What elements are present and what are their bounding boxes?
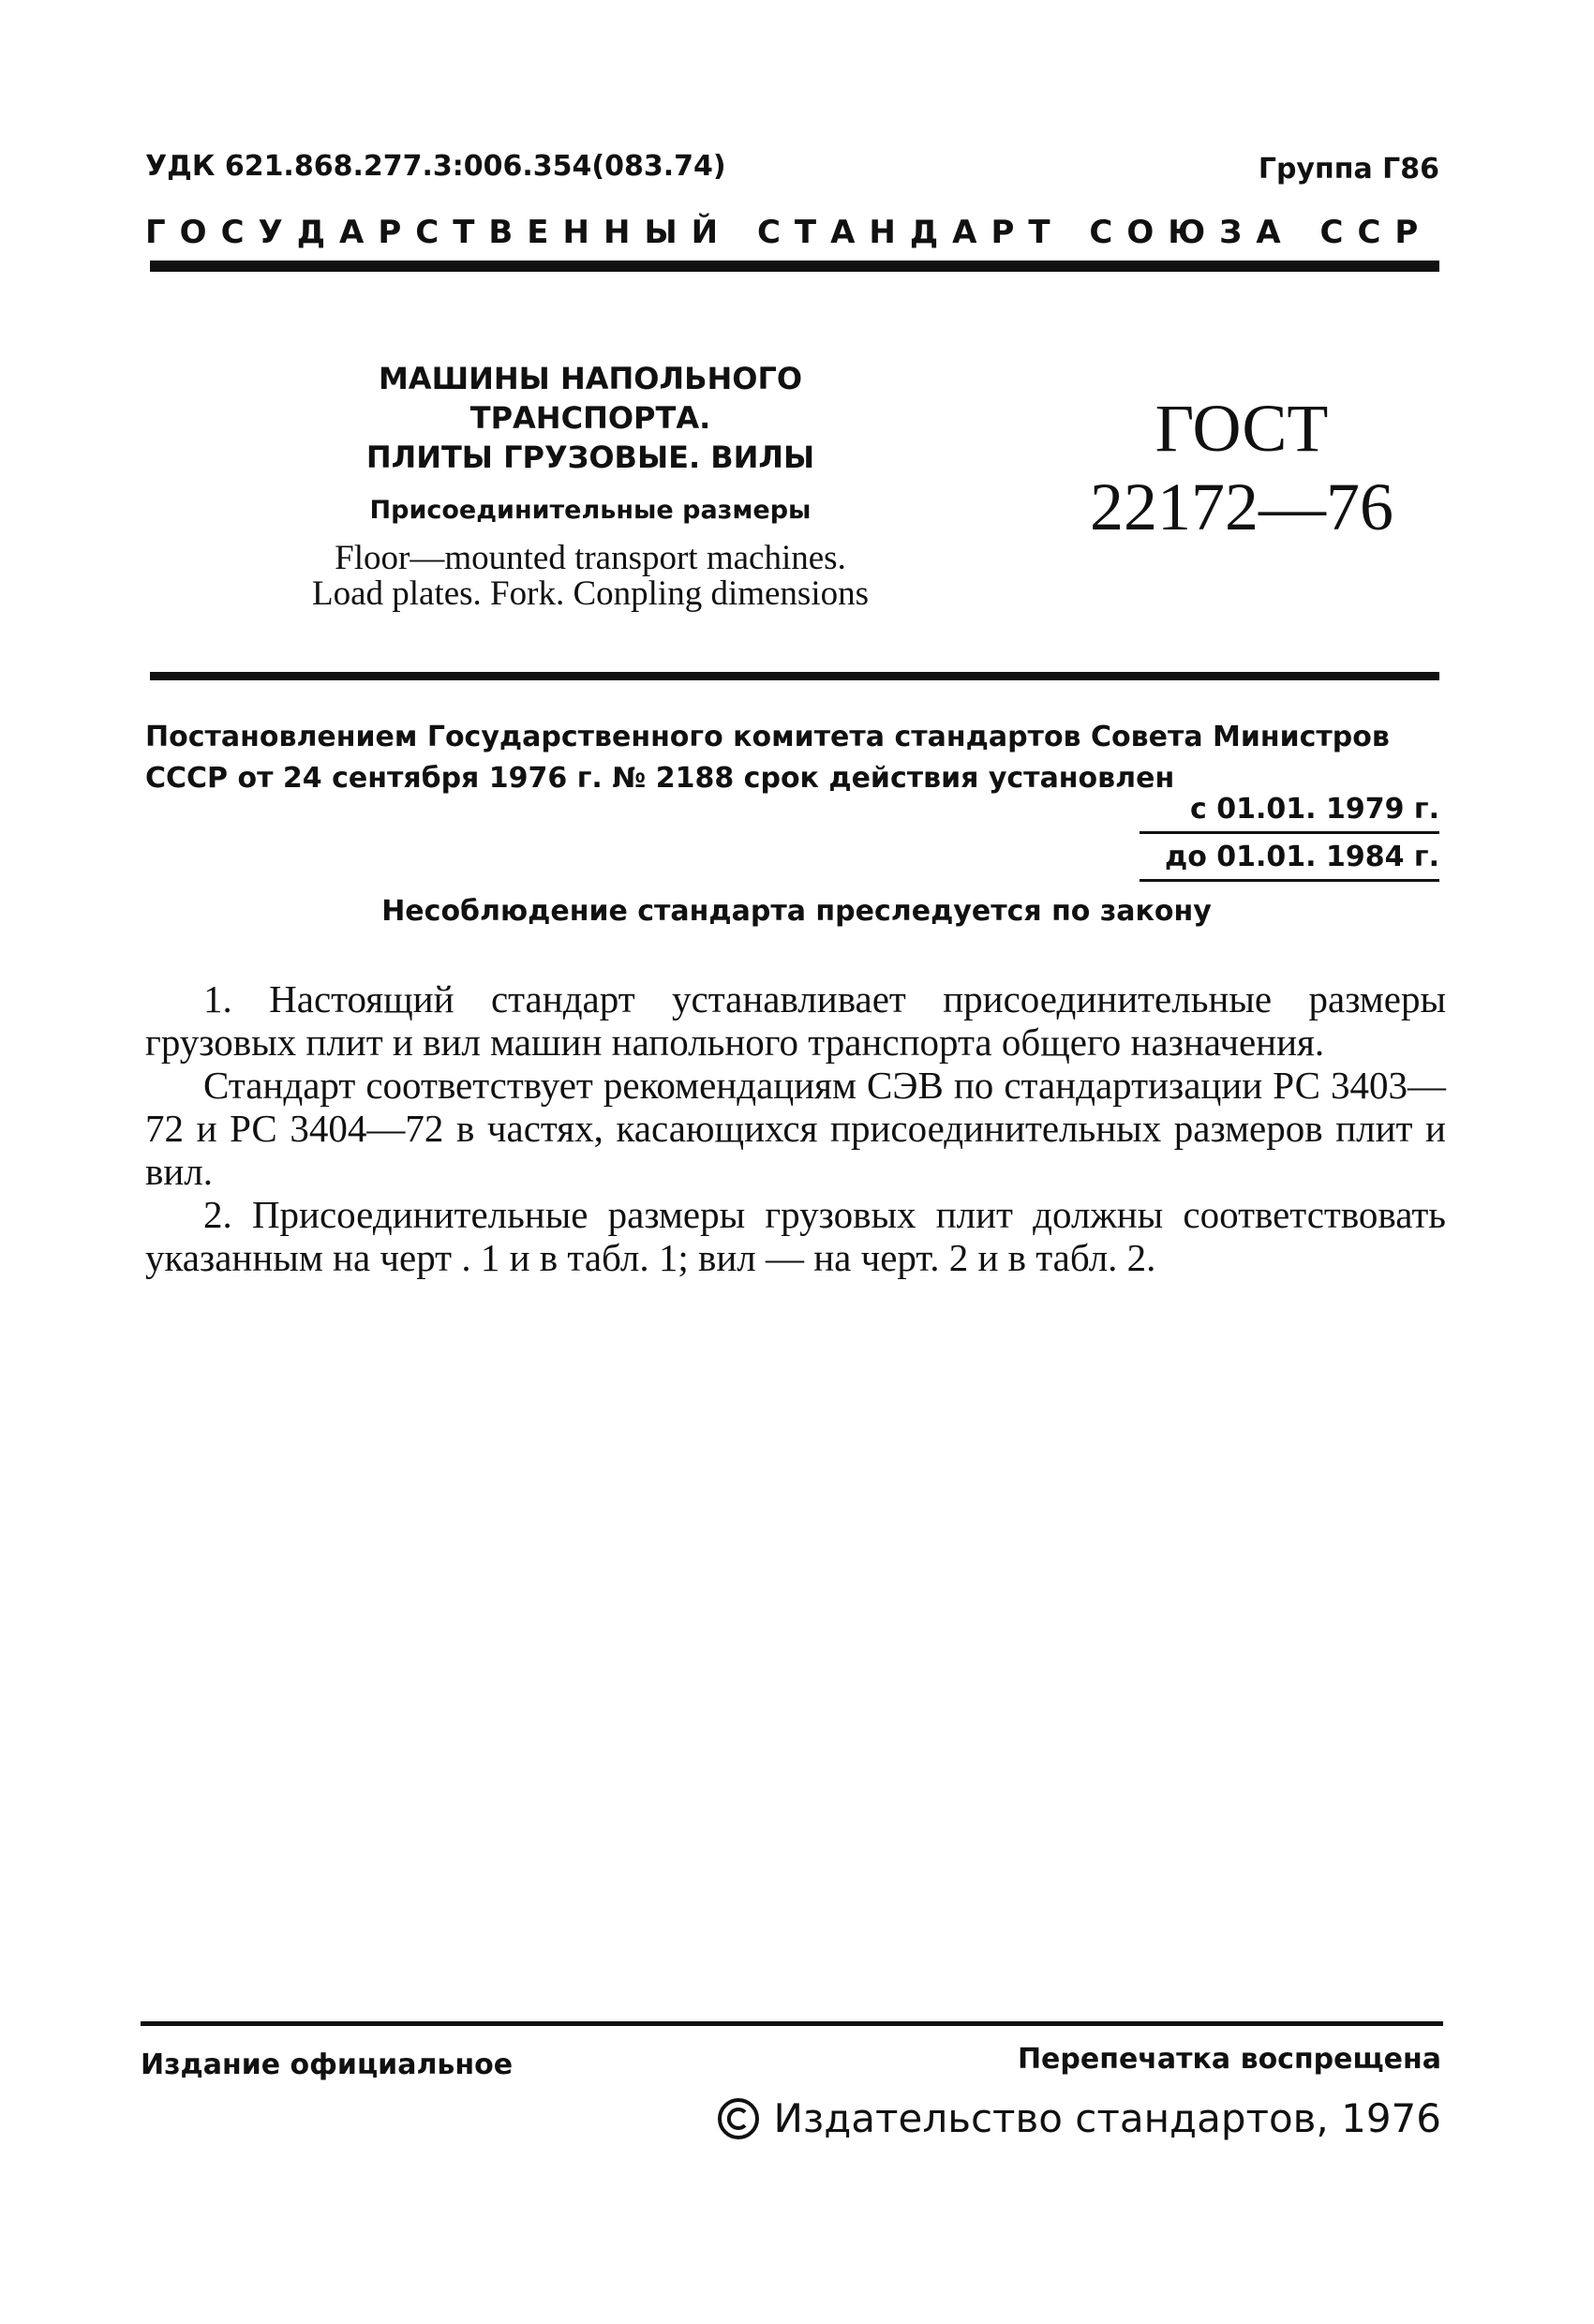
english-title — [262, 541, 918, 612]
group-code: Группа Г86 — [1258, 153, 1439, 186]
middle-rule — [150, 672, 1439, 680]
english-title-line-2: Load plates. Fork. Conpling dimensions — [311, 574, 870, 613]
english-title-line-1: Floor—mounted transport machines. — [335, 539, 846, 577]
edition-label: Издание официальное — [141, 2048, 514, 2081]
validity-dates — [1140, 790, 1439, 886]
date-from: с 01.01. 1979 г. — [1140, 790, 1439, 834]
gost-label: ГОСТ — [1155, 391, 1329, 466]
publisher-line — [716, 2095, 1441, 2141]
top-rule — [150, 261, 1439, 272]
title-subtitle: Присоединительные размеры — [369, 496, 812, 525]
date-to: до 01.01. 1984 г. — [1140, 838, 1439, 882]
decree-text: Постановлением Государственного комитета стандартов Совета Министров СССР от 24 сентября 1976 г. № 2188 срок действия установлен — [145, 721, 1390, 795]
state-standard-heading: ГОСУДАРСТВЕННЫЙ СТАНДАРТ СОЮЗА ССР — [145, 214, 1433, 251]
udk-code: УДК 621.868.277.3:006.354(083.74) — [145, 150, 726, 183]
body-text — [145, 977, 1446, 1279]
bottom-rule — [141, 2021, 1443, 2026]
publisher-text: Издательство стандартов, 1976 — [773, 2095, 1441, 2141]
paragraph-1: 1. Настоящий стандарт устанавливает присоединительные размеры грузовых плит и вил машин напольного транспорта общего назначения. — [145, 977, 1446, 1064]
gost-number: 22172—76 — [1090, 469, 1393, 544]
title-block — [262, 359, 918, 612]
reprint-notice: Перепечатка воспрещена — [1017, 2043, 1441, 2076]
paragraph-3: 2. Присоединительные размеры грузовых плит должны соответствовать указанным на черт . 1 и в табл. 1; вил — на черт. 2 и в табл. 2. — [145, 1193, 1446, 1279]
gost-designation — [1078, 389, 1406, 546]
law-notice: Несоблюдение стандарта преследуется по закону — [381, 895, 1212, 928]
paragraph-2: Стандарт соответствует рекомендациям СЭВ по стандартизации РС 3403—72 и РС 3404—72 в частях, касающихся присоединительных размеров плит и вил. — [145, 1064, 1446, 1193]
title-line-1: МАШИНЫ НАПОЛЬНОГО ТРАНСПОРТА. — [378, 361, 803, 436]
title-line-2: ПЛИТЫ ГРУЗОВЫЕ. ВИЛЫ — [365, 439, 815, 475]
copyright-icon — [716, 2096, 761, 2141]
